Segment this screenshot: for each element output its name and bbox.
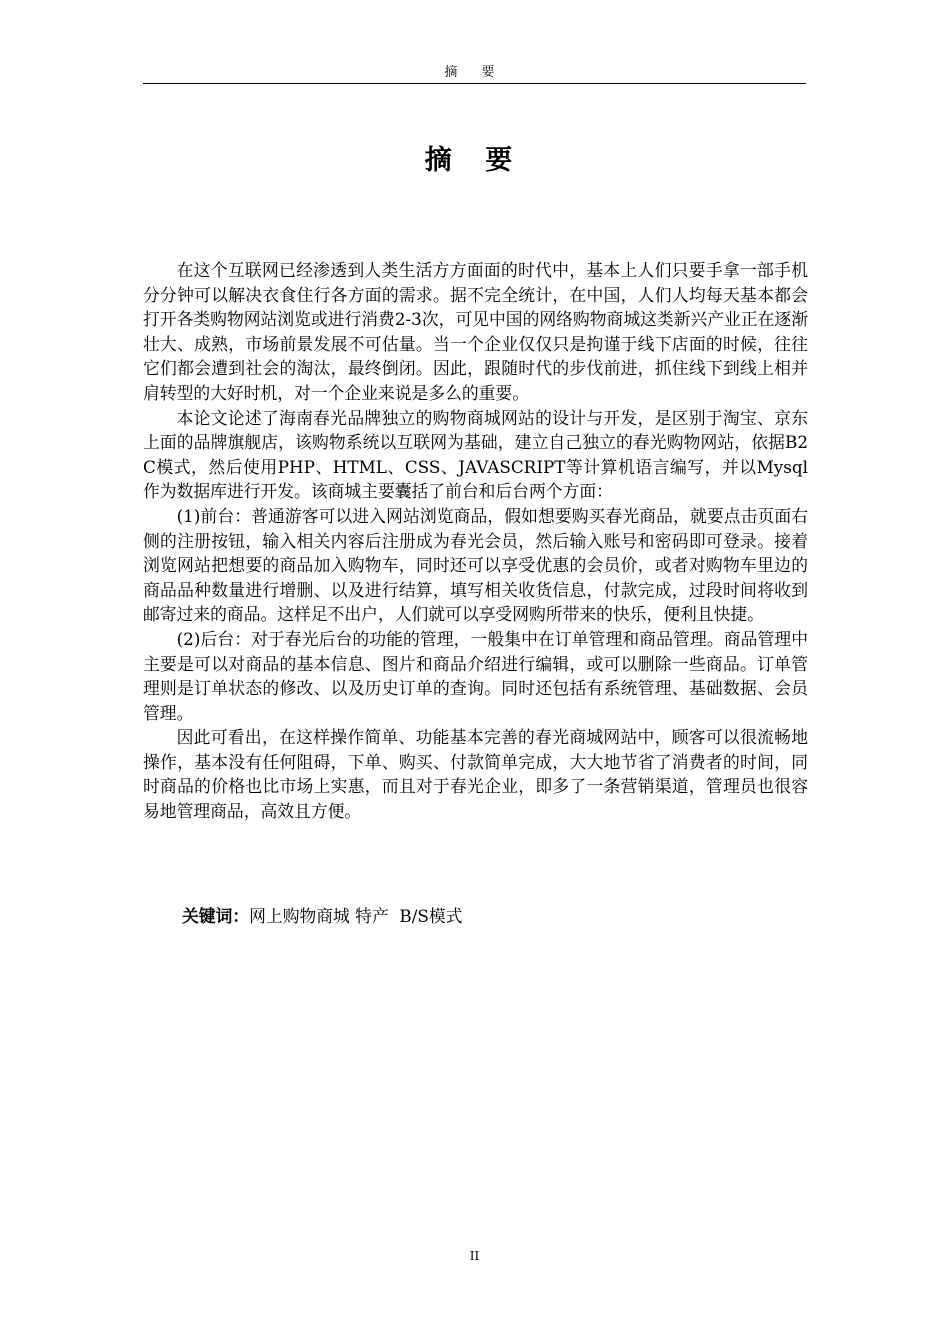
paragraph-backend: (2)后台：对于春光后台的功能的管理，一般集中在订单管理和商品管理。商品管理中主要是可以对商品的基本信息、图片和商品介绍进行编辑，或可以删除一些商品。订单管理则是订单状态的修改、以及历史订单的查询。同时还包括有系统管理、基础数据、会员管理。 [143, 628, 808, 723]
header-rule [143, 83, 806, 84]
keywords-value: 网上购物商城 特产 B/S模式 [249, 906, 463, 926]
page-number: II [469, 1249, 480, 1263]
paragraph-frontend: (1)前台：普通游客可以进入网站浏览商品，假如想要购买春光商品，就要点击页面右侧的注册按钮，输入相关内容后注册成为春光会员，然后输入账号和密码即可登录。接着浏览网站把想要的商品加入购物车，同时还可以享受优惠的会员价，或者对购物车里边的商品品种数量进行增删、以及进行结算，填写相关收货信息，付款完成，过段时间将收到邮寄过来的商品。这样足不出户，人们就可以享受网购所带来的快乐，便利且快捷。 [143, 505, 808, 625]
keywords-label: 关键词： [182, 906, 250, 926]
running-header: 摘 要 [444, 65, 505, 80]
abstract-body [143, 258, 808, 824]
page-title: 摘 要 [424, 145, 525, 176]
keywords-line [182, 904, 802, 928]
paragraph-overview: 本论文论述了海南春光品牌独立的购物商城网站的设计与开发，是区别于淘宝、京东上面的品牌旗舰店，该购物系统以互联网为基础，建立自己独立的春光购物网站，依据B2C模式，然后使用PHP、HTML、CSS、JAVASCRIPT等计算机语言编写，并以Mysql作为数据库进行开发。该商城主要囊括了前台和后台两个方面： [143, 407, 808, 502]
paragraph-conclusion: 因此可看出，在这样操作简单、功能基本完善的春光商城网站中，顾客可以很流畅地操作，基本没有任何阻碍，下单、购买、付款简单完成，大大地节省了消费者的时间，同时商品的价格也比市场上实惠，而且对于春光企业，即多了一条营销渠道，管理员也很容易地管理商品，高效且方便。 [143, 727, 808, 822]
paragraph-intro: 在这个互联网已经渗透到人类生活方方面面的时代中，基本上人们只要手拿一部手机分分钟可以解决衣食住行各方面的需求。据不完全统计，在中国，人们人均每天基本都会打开各类购物网站浏览或进行消费2-3次，可见中国的网络购物商城这类新兴产业正在逐渐壮大、成熟，市场前景发展不可估量。当一个企业仅仅只是拘谨于线下店面的时候，往往它们都会遭到社会的淘汰，最终倒闭。因此，跟随时代的步伐前进，抓住线下到线上相并肩转型的大好时机，对一个企业来说是多么的重要。 [143, 260, 808, 403]
